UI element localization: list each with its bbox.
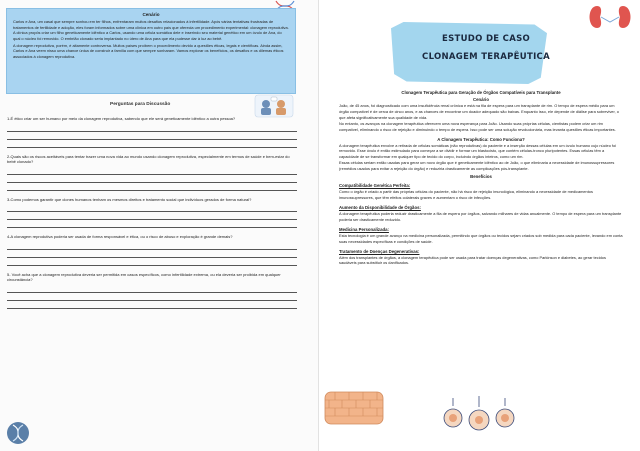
benefit-text: A clonagem terapêutica poderia reduzir drasticamente a fila de espera por órgãos, salvando milhares de vidas anualmente. O tempo de espera para um transplante poderia ser drasticamente reduzido. [339, 210, 622, 222]
benefit-title: Tratamento de Doenças Degenerativas: [339, 248, 420, 254]
cenario-paragraph: João, de 45 anos, foi diagnosticado com uma insuficiência renal crônica e está na fila de espera para um transplante de rim. O tempo de espera médio para um órgão compatível é de cerca de cinco anos, e as chances de encontrar um doador adequado são baixas. Enquanto isso, ele depende de diálise para sobreviver, o que afeta significativamente sua qualidade de vida. [339, 103, 619, 120]
beneficios-title: Benefícios [470, 174, 492, 180]
scenario-box [6, 8, 296, 94]
right-page [319, 0, 640, 451]
benefit-text: Além dos transplantes de órgãos, a clonagem terapêutica pode ser usada para tratar doenças degenerativas, como Parkinson e diabetes, ao gerar tecidos saudáveis para substituir os danificados. [339, 254, 606, 266]
discussion-people-icon [254, 94, 294, 118]
benefit-title: Medicina Personalizada: [339, 226, 389, 232]
answer-line[interactable] [7, 175, 297, 183]
question-item [7, 197, 297, 229]
questions-list [7, 116, 297, 315]
question-text: 5- Você acha que a clonagem reprodutiva deveria ser permitida em casos específicos, como infertilidade extrema, ou ela deveria ser proibida em qualquer circunstância? [7, 271, 281, 282]
answer-line[interactable] [7, 258, 297, 266]
left-page [0, 0, 319, 451]
dna-logo-icon [6, 420, 30, 446]
benefit-title: Aumento da Disponibilidade de Órgãos: [339, 204, 421, 210]
question-text: 2-Quais são os riscos aceitáveis para tentar trazer uma nova vida ao mundo usando clonagem reprodutiva, especialmente em termos de saúde e bem-estar do bebê clonado? [7, 153, 290, 164]
question-item [7, 116, 297, 148]
answer-line[interactable] [7, 132, 297, 140]
question-text: 4-A clonagem reprodutiva poderia ser usada de forma responsável e ética, ou o risco de abuso e exploração é grande demais? [7, 234, 233, 239]
answer-line[interactable] [7, 285, 297, 293]
questions-title: Perguntas para Discussão [110, 102, 171, 107]
como-paragraph: A clonagem terapêutica envolve a retirada de células somáticas (não reprodutivas) do paciente e a inserção dessas células em um óvulo humano cujo núcleo foi removido. Esse óvulo é então estimulado para começar a se dividir e formar um blastocisto, que contém células-tronco pluripotentes. Essas células têm a capacidade de se transformar em qualquer tipo de tecido do corpo, incluindo órgãos inteiros, como um rim. [339, 142, 617, 160]
tissue-illustration-icon [323, 386, 385, 426]
answer-line[interactable] [7, 212, 297, 220]
question-text: 3-Como podemos garantir que clones humanos tenham os mesmos direitos e tratamento social que indivíduos gerados de forma natural? [7, 196, 252, 202]
answer-line[interactable] [7, 250, 297, 258]
question-item [7, 154, 297, 191]
answer-line[interactable] [7, 167, 297, 175]
answer-line[interactable] [7, 293, 297, 301]
scenario-title: Cenário [142, 12, 160, 17]
banner-title-line2: CLONAGEM TERAPÊUTICA [422, 52, 550, 62]
cenario-title: Cenário [473, 97, 489, 102]
question-item [7, 234, 297, 266]
kidneys-icon [585, 2, 635, 32]
answer-line[interactable] [7, 124, 297, 132]
case-subtitle: Clonagem Terapêutica para Geração de Órgãos Compatíveis para Transplante [401, 90, 561, 95]
cenario-paragraph: No entanto, os avanços na clonagem terapêutica oferecem uma nova esperança para João. Usando suas próprias células, cientistas podem criar um rim compatível, eliminando o risco de rejeição e diminuindo o tempo de espera. Isso pode ser uma solução revolucionária, mas levanta questões éticas importantes. [339, 120, 616, 132]
answer-line[interactable] [7, 183, 297, 191]
cells-illustration-icon [439, 388, 519, 436]
answer-line[interactable] [7, 220, 297, 228]
answer-line[interactable] [7, 140, 297, 148]
question-text: 1-É ético criar um ser humano por meio da clonagem reprodutiva, sabendo que ele será geneticamente idêntico a outra pessoa? [7, 116, 236, 121]
banner-title-line1: ESTUDO DE CASO [441, 34, 531, 44]
como-paragraph: Essas células seriam então usadas para gerar um novo órgão que é geneticamente idêntico ao de João, o que eliminaria a necessidade de imunossupressores (remédios usados para evitar a rejeição do órgão) e reduziria drasticamente as complicações pós-transplante. [339, 160, 615, 172]
scenario-paragraph: A clonagem reprodutiva, porém, é altamente controversa. Muitos países proíbem o procedimento devido a questões éticas, legais e científicas. Ainda assim, Carlos e Ana veem nisso uma chance única de construir a família com que sempre sonharam. Vamos explorar os benefícios, os desafios e os dilemas éticos associados à clonagem reprodutiva. [13, 42, 284, 60]
question-item [7, 272, 297, 309]
answer-line[interactable] [7, 301, 297, 309]
answer-line[interactable] [7, 204, 297, 212]
answer-line[interactable] [7, 242, 297, 250]
case-study-body [339, 88, 623, 266]
benefit-text: Como o órgão é criado a partir das próprias células do paciente, não há risco de rejeição imunológica, eliminando a necessidade de medicamentos imunossupressores, que têm efeitos colaterais graves e aumentam o risco de infecções. [339, 189, 593, 200]
como-funciona-title: A Clonagem Terapêutica: Como Funciona? [437, 136, 525, 142]
benefit-text: Esta tecnologia é um grande avanço na medicina personalizada, permitindo que órgãos ou tecidos sejam criados sob medida para cada paciente, levando em conta suas necessidades específicas e condições de saúde. [339, 232, 623, 244]
scenario-paragraph: Carlos e Ana, um casal que sempre sonhou em ter filhos, enfrentaram muitos desafios relacionados à infertilidade. Após várias tentativas frustradas de tratamentos de fertilidade e adoção, eles foram informados sobre uma clínica em outro país que oferecia um procedimento experimental: clonagem reprodutiva. A clínica propôs criar um filho geneticamente idêntico a Carlos, usando uma célula somática dele e inserindo seu material genético em um óvulo de Ana, do qual o núcleo foi removido. O embrião clonado seria implantado no útero de Ana para que ela pudesse dar à luz ao bebê. [13, 19, 289, 41]
benefit-title: Compatibilidade Genética Perfeita: [339, 183, 411, 189]
